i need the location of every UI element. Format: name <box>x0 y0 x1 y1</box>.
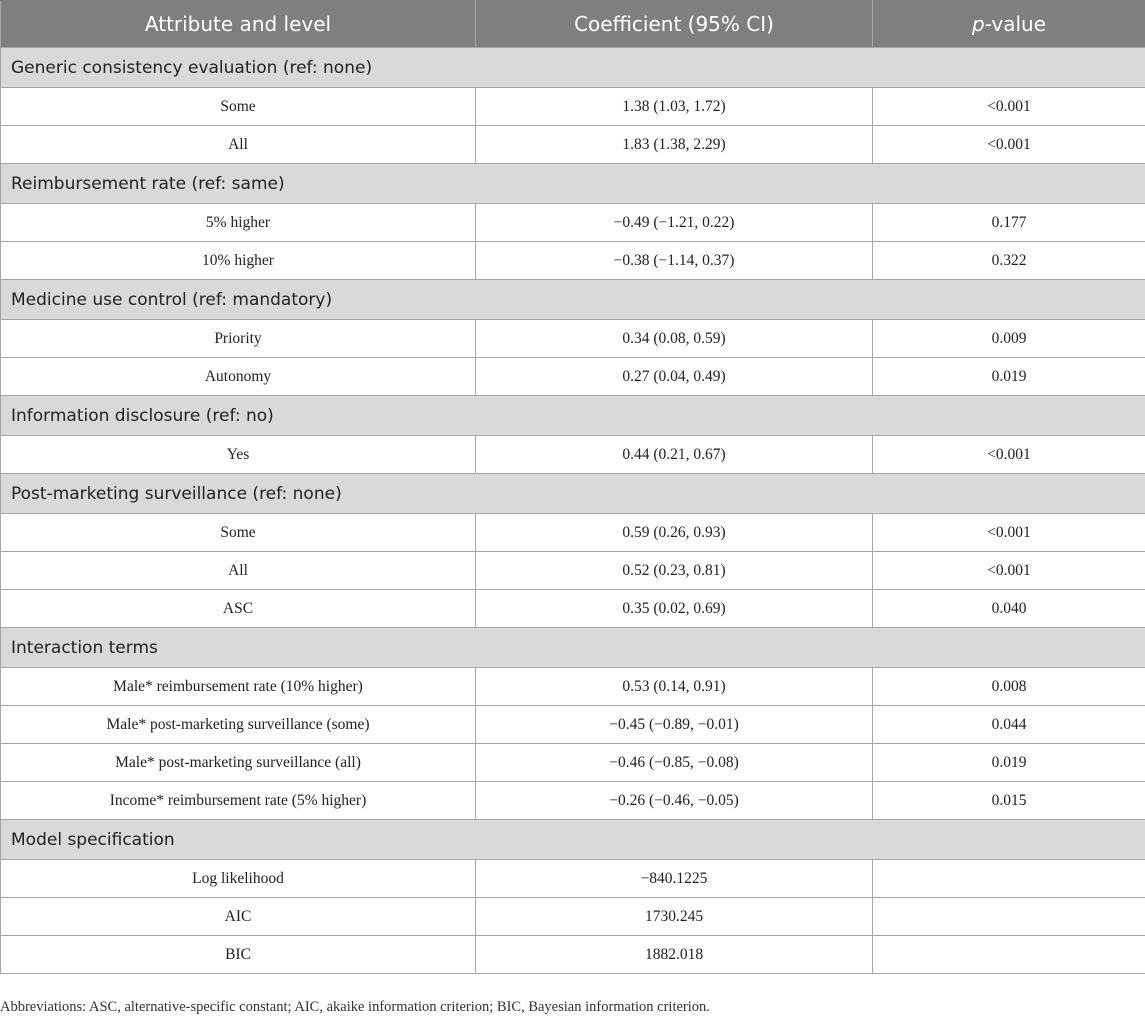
coefficient-cell: −0.26 (−0.46, −0.05) <box>476 782 873 820</box>
p-value-cell: 0.177 <box>873 204 1145 242</box>
header-row <box>1 1 1145 48</box>
level-cell: All <box>1 552 476 590</box>
table-row <box>1 204 1145 242</box>
section-row <box>1 396 1145 436</box>
p-value-cell: <0.001 <box>873 436 1145 474</box>
table-row <box>1 898 1145 936</box>
coefficient-cell: 0.34 (0.08, 0.59) <box>476 320 873 358</box>
section-row <box>1 280 1145 320</box>
section-row <box>1 628 1145 668</box>
section-row <box>1 48 1145 88</box>
level-cell: Priority <box>1 320 476 358</box>
header-p-suffix: -value <box>984 12 1046 36</box>
p-value-cell: 0.015 <box>873 782 1145 820</box>
section-row <box>1 474 1145 514</box>
p-value-cell: 0.019 <box>873 358 1145 396</box>
level-cell: Autonomy <box>1 358 476 396</box>
coefficient-cell: −0.45 (−0.89, −0.01) <box>476 706 873 744</box>
level-cell: Male* post-marketing surveillance (all) <box>1 744 476 782</box>
coefficient-cell: 0.53 (0.14, 0.91) <box>476 668 873 706</box>
coefficient-cell: 0.35 (0.02, 0.69) <box>476 590 873 628</box>
coefficient-cell: 0.52 (0.23, 0.81) <box>476 552 873 590</box>
p-value-cell: <0.001 <box>873 552 1145 590</box>
table-body <box>1 48 1145 974</box>
p-value-cell: 0.009 <box>873 320 1145 358</box>
coefficient-cell: 0.59 (0.26, 0.93) <box>476 514 873 552</box>
level-cell: ASC <box>1 590 476 628</box>
coefficient-cell: −0.38 (−1.14, 0.37) <box>476 242 873 280</box>
p-value-cell: 0.044 <box>873 706 1145 744</box>
header-attribute: Attribute and level <box>1 1 476 48</box>
level-cell: AIC <box>1 898 476 936</box>
coefficient-cell: −0.49 (−1.21, 0.22) <box>476 204 873 242</box>
section-row <box>1 820 1145 860</box>
header-coefficient: Coefficient (95% CI) <box>476 1 873 48</box>
p-value-cell <box>873 898 1145 936</box>
table-row <box>1 860 1145 898</box>
section-title: Medicine use control (ref: mandatory) <box>1 280 1145 320</box>
table-row <box>1 88 1145 126</box>
coefficient-cell: −0.46 (−0.85, −0.08) <box>476 744 873 782</box>
table-row <box>1 320 1145 358</box>
section-title: Model specification <box>1 820 1145 860</box>
p-value-cell: 0.019 <box>873 744 1145 782</box>
coefficient-cell: 1.83 (1.38, 2.29) <box>476 126 873 164</box>
section-title: Post-marketing surveillance (ref: none) <box>1 474 1145 514</box>
table-row <box>1 590 1145 628</box>
p-value-cell: <0.001 <box>873 126 1145 164</box>
coefficient-cell: 0.27 (0.04, 0.49) <box>476 358 873 396</box>
p-value-cell: <0.001 <box>873 88 1145 126</box>
level-cell: Log likelihood <box>1 860 476 898</box>
level-cell: Income* reimbursement rate (5% higher) <box>1 782 476 820</box>
table-row <box>1 358 1145 396</box>
level-cell: Male* reimbursement rate (10% higher) <box>1 668 476 706</box>
section-title: Interaction terms <box>1 628 1145 668</box>
level-cell: All <box>1 126 476 164</box>
section-row <box>1 164 1145 204</box>
p-value-cell <box>873 860 1145 898</box>
p-value-cell: 0.008 <box>873 668 1145 706</box>
coefficient-cell: 0.44 (0.21, 0.67) <box>476 436 873 474</box>
coefficient-cell: −840.1225 <box>476 860 873 898</box>
coefficient-cell: 1730.245 <box>476 898 873 936</box>
coefficient-cell: 1882.018 <box>476 936 873 974</box>
table-row <box>1 514 1145 552</box>
table-row <box>1 706 1145 744</box>
level-cell: Male* post-marketing surveillance (some) <box>1 706 476 744</box>
table-row <box>1 436 1145 474</box>
coefficient-cell: 1.38 (1.03, 1.72) <box>476 88 873 126</box>
level-cell: Yes <box>1 436 476 474</box>
p-value-cell <box>873 936 1145 974</box>
table-row <box>1 242 1145 280</box>
level-cell: Some <box>1 514 476 552</box>
level-cell: Some <box>1 88 476 126</box>
table-row <box>1 782 1145 820</box>
p-value-cell: 0.040 <box>873 590 1145 628</box>
section-title: Information disclosure (ref: no) <box>1 396 1145 436</box>
header-p-value <box>873 1 1145 48</box>
section-title: Generic consistency evaluation (ref: none) <box>1 48 1145 88</box>
table-row <box>1 126 1145 164</box>
table-row <box>1 552 1145 590</box>
level-cell: 10% higher <box>1 242 476 280</box>
level-cell: 5% higher <box>1 204 476 242</box>
table-row <box>1 936 1145 974</box>
level-cell: BIC <box>1 936 476 974</box>
header-p-italic: p <box>971 12 985 36</box>
table-row <box>1 744 1145 782</box>
table-row <box>1 668 1145 706</box>
table-footnote: Abbreviations: ASC, alternative-specific constant; AIC, akaike information criterion; BIC, Bayesian information criterion. <box>0 999 710 1015</box>
section-title: Reimbursement rate (ref: same) <box>1 164 1145 204</box>
p-value-cell: 0.322 <box>873 242 1145 280</box>
p-value-cell: <0.001 <box>873 514 1145 552</box>
